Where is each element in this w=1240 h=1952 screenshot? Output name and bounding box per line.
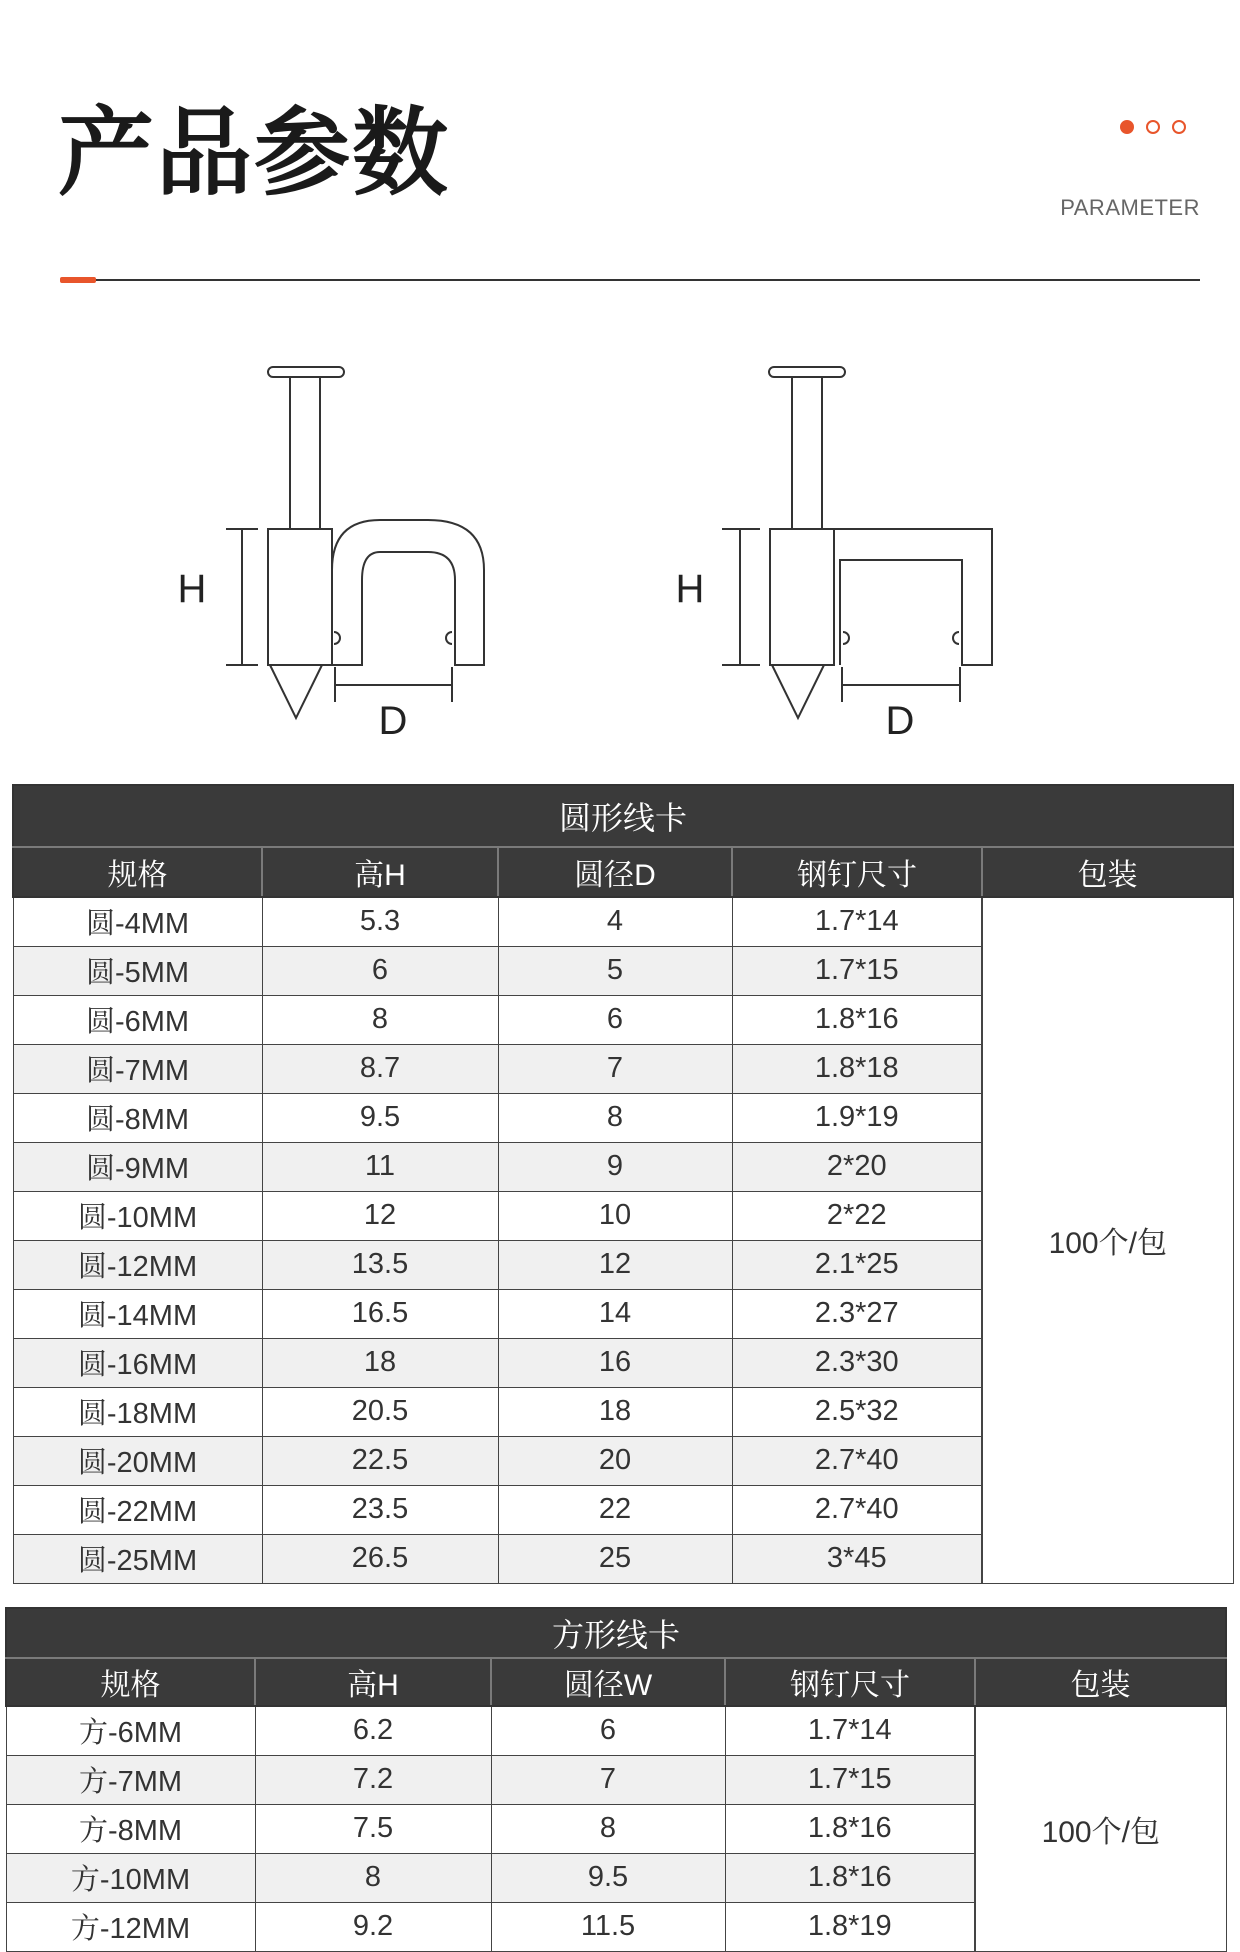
- table-cell: 16.5: [262, 1289, 498, 1338]
- table-cell: 圆-5MM: [13, 946, 262, 995]
- round-clip-spec-table: [12, 784, 1234, 1584]
- table-cell: 2*20: [732, 1142, 982, 1191]
- table-cell: 22.5: [262, 1436, 498, 1485]
- square-h-label: H: [675, 567, 705, 611]
- table-cell: 2.5*32: [732, 1387, 982, 1436]
- table-cell: 18: [262, 1338, 498, 1387]
- table-cell: 8: [255, 1853, 491, 1902]
- table-cell: 圆-10MM: [13, 1191, 262, 1240]
- packaging-cell: 100个/包: [982, 897, 1233, 1583]
- table-cell: 12: [262, 1191, 498, 1240]
- column-header: 钢钉尺寸: [732, 847, 982, 897]
- page-title: 产品参数: [58, 97, 450, 209]
- square-clip-drawing: [722, 367, 992, 718]
- table-cell: 圆-8MM: [13, 1093, 262, 1142]
- table-cell: 14: [498, 1289, 732, 1338]
- table-cell: 7.5: [255, 1804, 491, 1853]
- table-cell: 圆-20MM: [13, 1436, 262, 1485]
- square-clip-spec-table: [5, 1607, 1227, 1952]
- table-cell: 6.2: [255, 1706, 491, 1755]
- table-cell: 1.9*19: [732, 1093, 982, 1142]
- round-clip-drawing: [226, 367, 484, 718]
- dot: [1146, 120, 1160, 134]
- table-cell: 11: [262, 1142, 498, 1191]
- table-cell: 2.3*30: [732, 1338, 982, 1387]
- table-cell: 9.5: [262, 1093, 498, 1142]
- table-cell: 7: [491, 1755, 725, 1804]
- table-cell: 20: [498, 1436, 732, 1485]
- column-header: 圆径W: [491, 1658, 725, 1706]
- table-cell: 6: [262, 946, 498, 995]
- table-cell: 8: [491, 1804, 725, 1853]
- round-h-label: H: [177, 567, 207, 611]
- table-cell: 1.7*15: [732, 946, 982, 995]
- table-cell: 2.1*25: [732, 1240, 982, 1289]
- table-cell: 18: [498, 1387, 732, 1436]
- table-cell: 圆-16MM: [13, 1338, 262, 1387]
- table-cell: 8: [498, 1093, 732, 1142]
- table-cell: 20.5: [262, 1387, 498, 1436]
- table-cell: 1.7*14: [732, 897, 982, 946]
- table-cell: 2.7*40: [732, 1485, 982, 1534]
- table-cell: 16: [498, 1338, 732, 1387]
- column-header: 高H: [262, 847, 498, 897]
- square-d-label: D: [885, 699, 915, 740]
- table-cell: 圆-12MM: [13, 1240, 262, 1289]
- table-cell: 7.2: [255, 1755, 491, 1804]
- table-cell: 1.7*15: [725, 1755, 975, 1804]
- table-cell: 1.8*18: [732, 1044, 982, 1093]
- table-cell: 9.5: [491, 1853, 725, 1902]
- table-cell: 5.3: [262, 897, 498, 946]
- table-cell: 6: [498, 995, 732, 1044]
- column-header: 规格: [6, 1658, 255, 1706]
- dot: [1172, 120, 1186, 134]
- table-cell: 方-6MM: [6, 1706, 255, 1755]
- table-cell: 13.5: [262, 1240, 498, 1289]
- round-d-label: D: [378, 699, 408, 740]
- table-cell: 方-7MM: [6, 1755, 255, 1804]
- table-cell: 8: [262, 995, 498, 1044]
- table-cell: 圆-25MM: [13, 1534, 262, 1583]
- table-cell: 2.3*27: [732, 1289, 982, 1338]
- table-cell: 6: [491, 1706, 725, 1755]
- column-header: 圆径D: [498, 847, 732, 897]
- table-row: [6, 1706, 1226, 1755]
- table-cell: 22: [498, 1485, 732, 1534]
- table-cell: 圆-6MM: [13, 995, 262, 1044]
- table-cell: 方-8MM: [6, 1804, 255, 1853]
- page-subtitle: PARAMETER: [1060, 195, 1200, 220]
- table-cell: 9: [498, 1142, 732, 1191]
- table-cell: 圆-7MM: [13, 1044, 262, 1093]
- product-dimension-diagram: [0, 340, 1240, 740]
- table-cell: 方-10MM: [6, 1853, 255, 1902]
- column-header: 高H: [255, 1658, 491, 1706]
- header-divider: [60, 279, 1200, 281]
- table-cell: 2.7*40: [732, 1436, 982, 1485]
- table-cell: 1.8*16: [732, 995, 982, 1044]
- table-title: 圆形线卡: [13, 785, 1233, 847]
- header-divider-accent: [60, 277, 96, 283]
- table-cell: 4: [498, 897, 732, 946]
- column-header: 包装: [982, 847, 1233, 897]
- table-cell: 9.2: [255, 1902, 491, 1951]
- column-header: 钢钉尺寸: [725, 1658, 975, 1706]
- table-cell: 1.8*19: [725, 1902, 975, 1951]
- table-cell: 12: [498, 1240, 732, 1289]
- table-cell: 7: [498, 1044, 732, 1093]
- table-cell: 26.5: [262, 1534, 498, 1583]
- table-title: 方形线卡: [6, 1608, 1226, 1658]
- table-cell: 11.5: [491, 1902, 725, 1951]
- table-cell: 25: [498, 1534, 732, 1583]
- table-cell: 1.7*14: [725, 1706, 975, 1755]
- table-cell: 8.7: [262, 1044, 498, 1093]
- table-cell: 5: [498, 946, 732, 995]
- table-cell: 1.8*16: [725, 1853, 975, 1902]
- table-cell: 2*22: [732, 1191, 982, 1240]
- table-cell: 10: [498, 1191, 732, 1240]
- table-cell: 圆-22MM: [13, 1485, 262, 1534]
- column-header: 规格: [13, 847, 262, 897]
- pagination-dots: [1120, 120, 1186, 134]
- table-cell: 圆-4MM: [13, 897, 262, 946]
- table-row: [13, 897, 1233, 946]
- packaging-cell: 100个/包: [975, 1706, 1226, 1951]
- table-cell: 圆-9MM: [13, 1142, 262, 1191]
- table-cell: 23.5: [262, 1485, 498, 1534]
- table-cell: 方-12MM: [6, 1902, 255, 1951]
- dot-active: [1120, 120, 1134, 134]
- column-header: 包装: [975, 1658, 1226, 1706]
- table-cell: 1.8*16: [725, 1804, 975, 1853]
- table-cell: 圆-18MM: [13, 1387, 262, 1436]
- table-cell: 圆-14MM: [13, 1289, 262, 1338]
- table-cell: 3*45: [732, 1534, 982, 1583]
